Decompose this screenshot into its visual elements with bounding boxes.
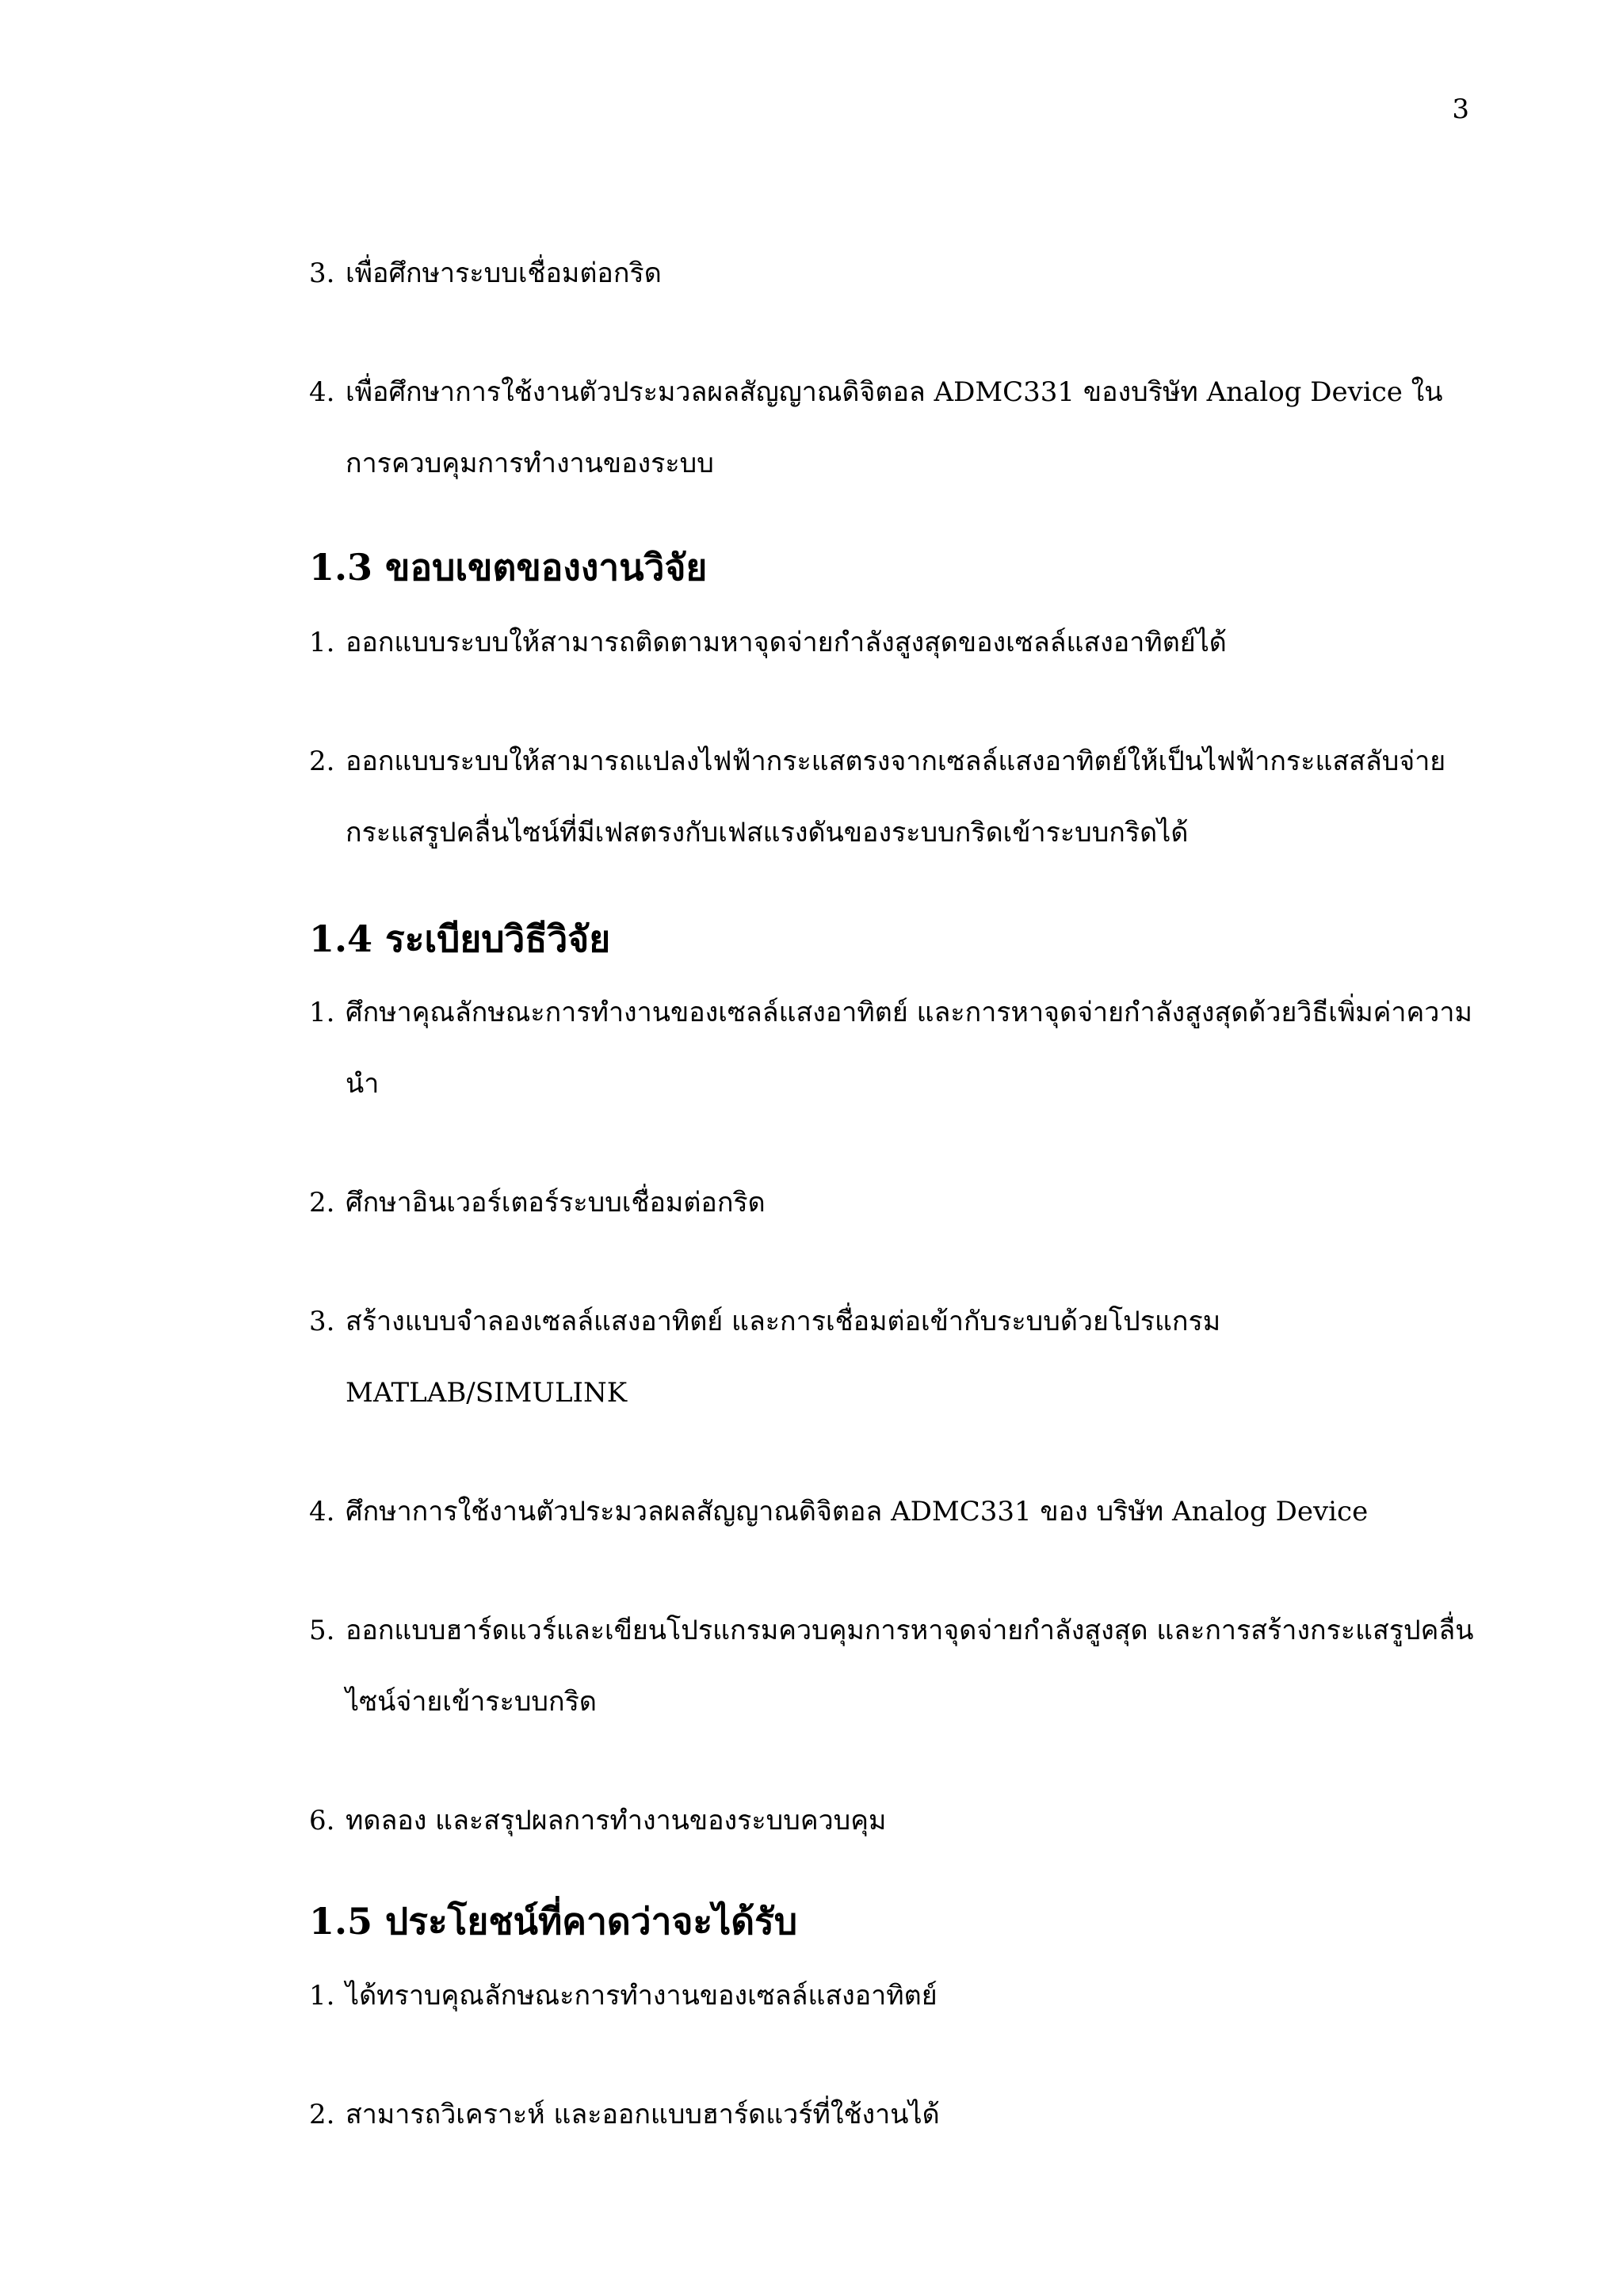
page-number: 3 [1452,93,1469,125]
list-item [309,238,1474,309]
item-text: ศึกษาอินเวอร์เตอร์ระบบเชื่อมต่อกริด [346,1187,766,1219]
item-number: 4. [309,376,335,408]
list-item [309,1286,1474,1428]
objectives-list [309,238,1474,499]
item-number: 2. [309,2099,335,2130]
section-heading-1-4: 1.4 ระเบียบวิธีวิจัย [309,917,611,960]
item-number: 1. [309,1980,335,2012]
item-number: 2. [309,1187,335,1219]
list-item [309,357,1474,499]
item-text: ทดลอง และสรุปผลการทำงานของระบบควบคุม [346,1805,887,1836]
section-heading-1-3: 1.3 ขอบเขตของงานวิจัย [309,546,708,589]
item-number: 5. [309,1615,335,1646]
item-text: เพื่อศึกษาการใช้งานตัวประมวลผลสัญญาณดิจิตอล ADMC331 ของบริษัท Analog Device ในการควบคุมการทำงานของระบบ [346,376,1443,479]
benefits-list [309,1960,1474,2150]
item-text: ศึกษาการใช้งานตัวประมวลผลสัญญาณดิจิตอล ADMC331 ของ บริษัท Analog Device [346,1496,1369,1527]
list-item [309,1476,1474,1547]
item-number: 3. [309,257,335,289]
item-text: ได้ทราบคุณลักษณะการทำงานของเซลล์แสงอาทิตย์ [346,1980,938,2012]
item-number: 4. [309,1496,335,1527]
item-number: 6. [309,1805,335,1836]
list-item [309,607,1474,678]
item-number: 2. [309,746,335,777]
list-item [309,2079,1474,2150]
list-item [309,726,1474,868]
item-number: 3. [309,1306,335,1337]
item-text: สร้างแบบจำลองเซลล์แสงอาทิตย์ และการเชื่อมต่อเข้ากับระบบด้วยโปรแกรม MATLAB/SIMULINK [346,1306,1221,1409]
item-text: ออกแบบระบบให้สามารถแปลงไฟฟ้ากระแสตรงจากเซลล์แสงอาทิตย์ให้เป็นไฟฟ้ากระแสสลับจ่ายกระแสรูปคลื่นไซน์ที่มีเฟสตรงกับเฟสแรงดันของระบบกริดเข้าระบบกริดได้ [346,746,1446,849]
item-number: 1. [309,627,335,658]
list-item [309,1785,1474,1856]
item-text: ออกแบบระบบให้สามารถติดตามหาจุดจ่ายกำลังสูงสุดของเซลล์แสงอาทิตย์ได้ [346,627,1227,658]
item-text: เพื่อศึกษาระบบเชื่อมต่อกริด [346,257,662,289]
list-item [309,1595,1474,1737]
list-item [309,977,1474,1119]
item-number: 1. [309,997,335,1028]
section-heading-1-5: 1.5 ประโยชน์ที่คาดว่าจะได้รับ [309,1900,798,1943]
item-text: ออกแบบฮาร์ดแวร์และเขียนโปรแกรมควบคุมการหาจุดจ่ายกำลังสูงสุด และการสร้างกระแสรูปคลื่นไซน์จ่ายเข้าระบบกริด [346,1615,1474,1718]
item-text: สามารถวิเคราะห์ และออกแบบฮาร์ดแวร์ที่ใช้งานได้ [346,2099,940,2130]
list-item [309,1167,1474,1238]
scope-list [309,607,1474,868]
item-text: ศึกษาคุณลักษณะการทำงานของเซลล์แสงอาทิตย์ และการหาจุดจ่ายกำลังสูงสุดด้วยวิธีเพิ่มค่าความนำ [346,997,1472,1100]
methodology-list [309,977,1474,1856]
list-item [309,1960,1474,2031]
